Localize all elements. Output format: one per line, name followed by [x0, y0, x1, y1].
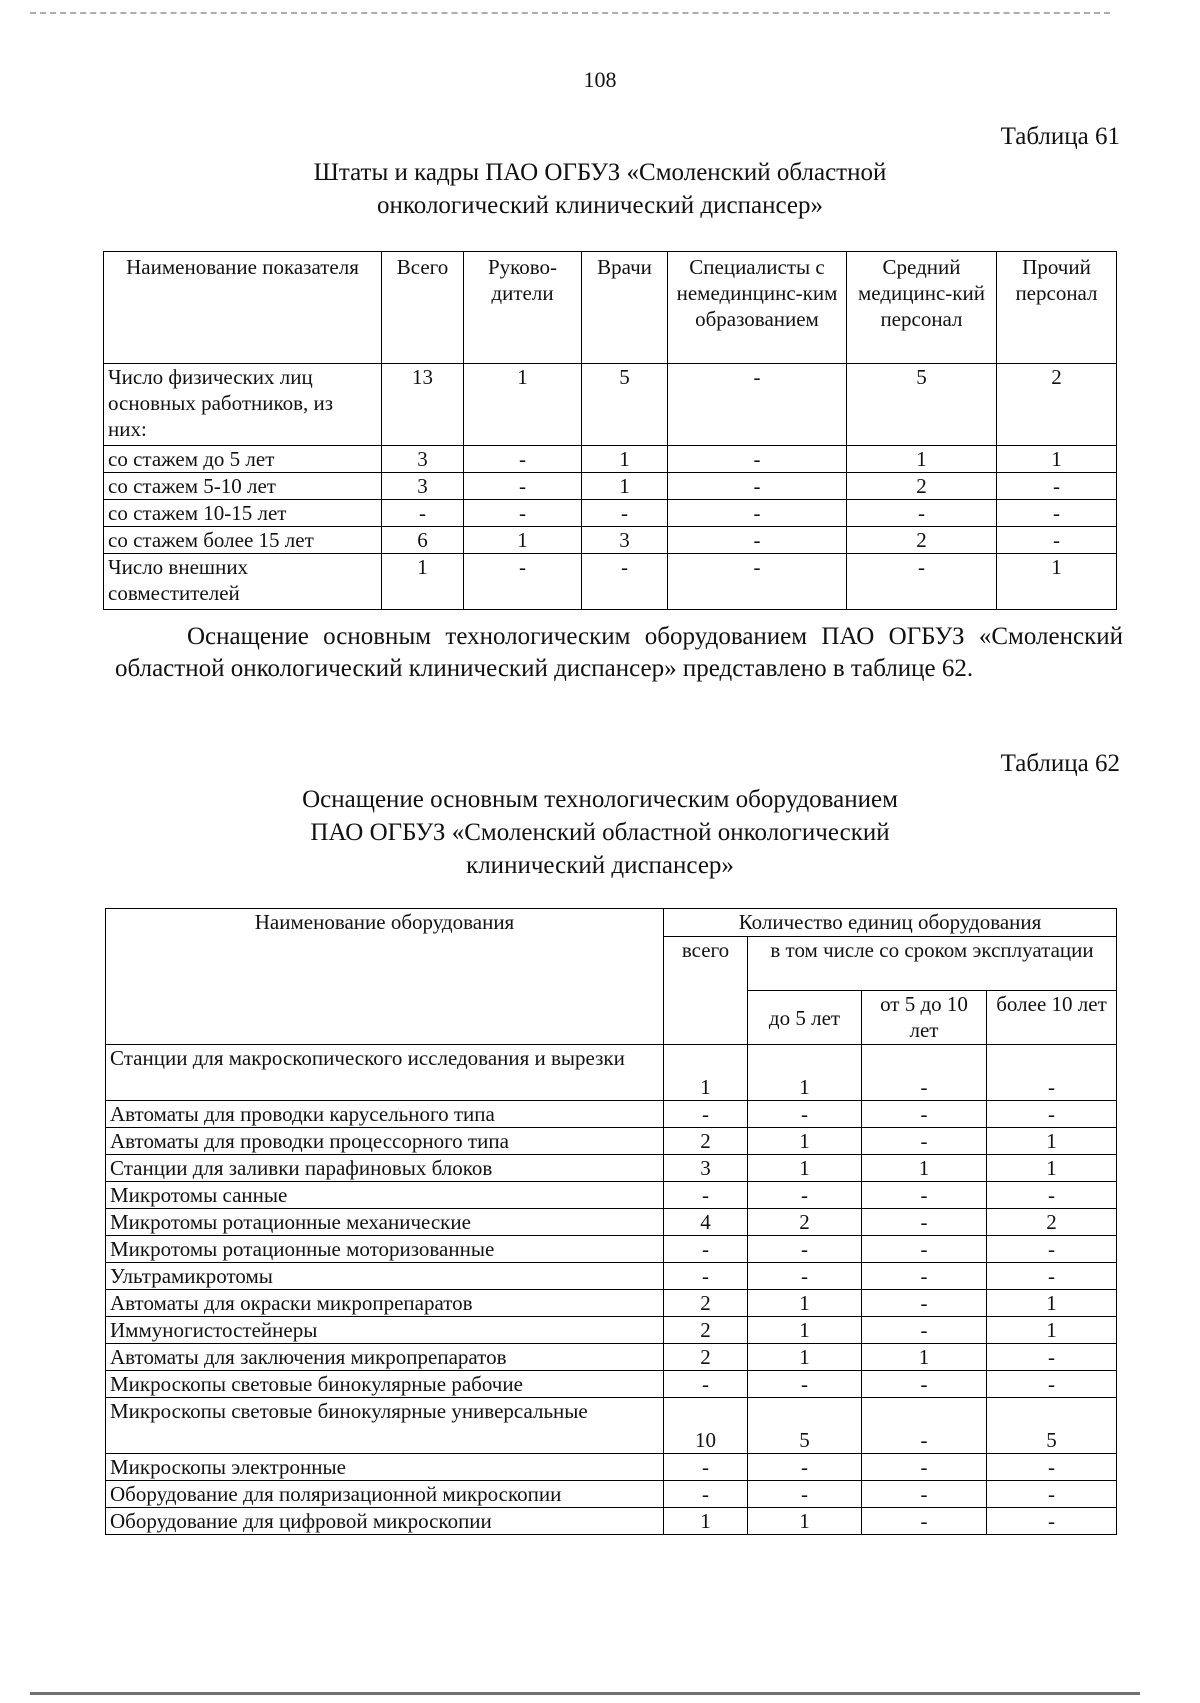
staff-cell: 1 [382, 554, 464, 610]
equip-header-quantity: Количество единиц оборудования [664, 909, 1117, 937]
equip-cell: 5 [987, 1398, 1117, 1454]
table-62-title-line2: ПАО ОГБУЗ «Смоленский областной онкологический [310, 819, 890, 846]
equip-cell: - [664, 1454, 748, 1481]
equip-cell-name: Микротомы санные [106, 1182, 664, 1209]
table-row [106, 1508, 1117, 1535]
staff-cell: 1 [464, 364, 582, 446]
staff-cell: - [847, 554, 997, 610]
staff-cell: - [668, 554, 847, 610]
equip-cell: - [862, 1236, 987, 1263]
equip-cell: 1 [987, 1317, 1117, 1344]
equip-cell: - [862, 1454, 987, 1481]
equip-cell: - [748, 1236, 862, 1263]
table-62-title [0, 783, 1200, 882]
table-row [104, 364, 1117, 446]
table-row [106, 1045, 1117, 1101]
equip-cell-name: Микроскопы электронные [106, 1454, 664, 1481]
staff-cell: - [997, 527, 1117, 554]
equip-cell: 2 [664, 1290, 748, 1317]
table-row [104, 473, 1117, 500]
equip-cell: - [862, 1101, 987, 1128]
equip-cell: 2 [664, 1128, 748, 1155]
equip-cell: 1 [748, 1128, 862, 1155]
table-61-title [0, 156, 1200, 222]
staff-cell: 5 [847, 364, 997, 446]
table-row [106, 1398, 1117, 1454]
equip-cell: 1 [862, 1155, 987, 1182]
equip-cell: 2 [748, 1209, 862, 1236]
staff-header-doctors: Врачи [582, 252, 668, 364]
staff-cell: - [668, 446, 847, 473]
table-row [106, 1263, 1117, 1290]
equip-cell: - [987, 1371, 1117, 1398]
equip-cell: 1 [748, 1045, 862, 1101]
equip-cell: - [748, 1371, 862, 1398]
staff-cell-name: со стажем до 5 лет [104, 446, 382, 473]
equip-cell: 1 [664, 1045, 748, 1101]
equip-cell: 1 [987, 1155, 1117, 1182]
staff-cell: - [464, 554, 582, 610]
equip-cell: - [748, 1263, 862, 1290]
page-number: 108 [583, 67, 617, 92]
staff-cell: - [997, 473, 1117, 500]
staff-table-header-row [104, 252, 1117, 364]
table-row [106, 1236, 1117, 1263]
staff-cell: 5 [582, 364, 668, 446]
table-62-title-line1: Оснащение основным технологическим оборудованием [302, 786, 898, 813]
equip-cell-name: Микроскопы световые бинокулярные рабочие [106, 1371, 664, 1398]
staff-cell: 3 [582, 527, 668, 554]
equip-cell: - [987, 1508, 1117, 1535]
table-row [106, 1481, 1117, 1508]
equip-cell: - [862, 1398, 987, 1454]
staff-cell: 2 [847, 527, 997, 554]
equip-cell: - [664, 1263, 748, 1290]
equip-header-over-10: более 10 лет [987, 991, 1117, 1045]
equip-cell: - [987, 1454, 1117, 1481]
equip-cell: 1 [748, 1317, 862, 1344]
equip-cell: 2 [664, 1317, 748, 1344]
staff-cell: 1 [464, 527, 582, 554]
staff-cell: - [382, 500, 464, 527]
equip-cell: - [987, 1101, 1117, 1128]
equipment-table [105, 908, 1117, 1535]
equip-cell: - [748, 1454, 862, 1481]
staff-cell: 1 [582, 446, 668, 473]
equip-cell: 1 [862, 1344, 987, 1371]
equip-cell: - [862, 1182, 987, 1209]
table-62-label: Таблица 62 [1000, 750, 1120, 777]
staff-header-nurses: Средний медицинс-кий персонал [847, 252, 997, 364]
equip-cell: 1 [664, 1508, 748, 1535]
equip-cell-name: Станции для заливки парафиновых блоков [106, 1155, 664, 1182]
equip-cell: - [862, 1263, 987, 1290]
equip-header-up-to-5: до 5 лет [748, 991, 862, 1045]
staff-cell: - [668, 364, 847, 446]
equip-cell-name: Ультрамикротомы [106, 1263, 664, 1290]
staff-cell: 2 [997, 364, 1117, 446]
equip-cell: - [862, 1481, 987, 1508]
staff-cell-name: со стажем 10-15 лет [104, 500, 382, 527]
table-row [106, 1128, 1117, 1155]
staff-cell: - [464, 500, 582, 527]
staff-header-specialists: Специалисты с немединцинс-ким образованием [668, 252, 847, 364]
equip-cell-name: Микротомы ротационные механические [106, 1209, 664, 1236]
equip-cell: - [987, 1182, 1117, 1209]
table-row [106, 1155, 1117, 1182]
table-row [106, 1317, 1117, 1344]
equip-cell: 1 [748, 1290, 862, 1317]
staff-cell: 2 [847, 473, 997, 500]
equip-cell: 2 [664, 1344, 748, 1371]
table-row [106, 1344, 1117, 1371]
table-61-title-line2: онкологический клинический диспансер» [377, 192, 823, 219]
staff-cell: 13 [382, 364, 464, 446]
equip-cell: - [664, 1101, 748, 1128]
equip-cell: - [987, 1045, 1117, 1101]
equip-cell: - [987, 1481, 1117, 1508]
table-row [106, 1101, 1117, 1128]
staff-cell: - [582, 500, 668, 527]
equip-cell: - [862, 1317, 987, 1344]
equip-cell-name: Автоматы для проводки карусельного типа [106, 1101, 664, 1128]
staff-cell: 1 [997, 554, 1117, 610]
equip-cell-name: Микротомы ротационные моторизованные [106, 1236, 664, 1263]
equip-cell: - [862, 1508, 987, 1535]
equip-cell: 5 [748, 1398, 862, 1454]
staff-header-other: Прочий персонал [997, 252, 1117, 364]
staff-cell: 6 [382, 527, 464, 554]
equip-header-total: всего [664, 937, 748, 1045]
staff-cell: - [847, 500, 997, 527]
equip-cell: - [862, 1290, 987, 1317]
equip-cell: 10 [664, 1398, 748, 1454]
staff-header-total: Всего [382, 252, 464, 364]
staff-cell-name: со стажем более 15 лет [104, 527, 382, 554]
staff-cell: - [668, 527, 847, 554]
staff-cell: - [668, 473, 847, 500]
equip-cell: - [664, 1236, 748, 1263]
table-row [104, 446, 1117, 473]
staff-cell: 3 [382, 473, 464, 500]
staff-cell: - [464, 473, 582, 500]
equip-header-name: Наименование оборудования [106, 909, 664, 1045]
staff-cell: 1 [997, 446, 1117, 473]
equip-cell: - [664, 1481, 748, 1508]
staff-header-name: Наименование показателя [104, 252, 382, 364]
table-row [106, 1454, 1117, 1481]
equip-cell: 3 [664, 1155, 748, 1182]
equip-cell: - [987, 1263, 1117, 1290]
equip-cell: - [862, 1209, 987, 1236]
equip-cell: 1 [987, 1290, 1117, 1317]
table-61-title-line1: Штаты и кадры ПАО ОГБУЗ «Смоленский областной [313, 159, 887, 186]
table-row [106, 1209, 1117, 1236]
staff-table [103, 251, 1117, 610]
equip-cell: - [987, 1344, 1117, 1371]
equip-header-5-to-10: от 5 до 10 лет [862, 991, 987, 1045]
equip-cell: - [862, 1045, 987, 1101]
staff-cell: - [582, 554, 668, 610]
equip-cell-name: Автоматы для проводки процессорного типа [106, 1128, 664, 1155]
equip-header-by-term: в том числе со сроком эксплуатации [748, 937, 1117, 991]
equip-cell: - [862, 1128, 987, 1155]
staff-cell: 1 [847, 446, 997, 473]
equip-cell: - [748, 1101, 862, 1128]
scan-artifact-top [30, 12, 1110, 14]
table-row [104, 500, 1117, 527]
equip-cell-name: Оборудование для поляризационной микроскопии [106, 1481, 664, 1508]
equip-cell: - [748, 1481, 862, 1508]
equip-cell-name: Оборудование для цифровой микроскопии [106, 1508, 664, 1535]
staff-cell: 1 [582, 473, 668, 500]
equip-cell: - [664, 1182, 748, 1209]
equip-cell: - [987, 1236, 1117, 1263]
equip-cell: - [748, 1182, 862, 1209]
equip-cell: 2 [987, 1209, 1117, 1236]
table-61-label: Таблица 61 [1000, 123, 1120, 150]
equip-cell: - [862, 1371, 987, 1398]
table-row [106, 1371, 1117, 1398]
staff-cell-name: со стажем 5-10 лет [104, 473, 382, 500]
table-62-title-line3: клинический диспансер» [466, 852, 734, 879]
equip-cell: 1 [748, 1508, 862, 1535]
equip-cell: - [664, 1371, 748, 1398]
staff-cell-name: Число внешних совместителей [104, 554, 382, 610]
staff-cell: 3 [382, 446, 464, 473]
table-row [106, 1182, 1117, 1209]
equipment-table-header-row [106, 909, 1117, 937]
equip-cell-name: Иммуногистостейнеры [106, 1317, 664, 1344]
table-row [104, 527, 1117, 554]
equip-cell: 1 [748, 1344, 862, 1371]
equip-cell: 4 [664, 1209, 748, 1236]
staff-cell: - [668, 500, 847, 527]
equip-cell-name: Микроскопы световые бинокулярные универсальные [106, 1398, 664, 1454]
table-row [104, 554, 1117, 610]
staff-cell-name: Число физических лиц основных работников, из них: [104, 364, 382, 446]
equip-cell-name: Автоматы для заключения микропрепаратов [106, 1344, 664, 1371]
staff-header-managers: Руково-дители [464, 252, 582, 364]
equip-cell-name: Автоматы для окраски микропрепаратов [106, 1290, 664, 1317]
staff-cell: - [997, 500, 1117, 527]
equip-cell: 1 [987, 1128, 1117, 1155]
scan-artifact-bottom [30, 1692, 1140, 1695]
table-row [106, 1290, 1117, 1317]
equip-cell: 1 [748, 1155, 862, 1182]
equip-cell-name: Станции для макроскопического исследования и вырезки [106, 1045, 664, 1101]
staff-cell: - [464, 446, 582, 473]
body-paragraph: Оснащение основным технологическим оборудованием ПАО ОГБУЗ «Смоленский областной онкологический клинический диспансер» представлено в таблице 62. [115, 623, 1123, 682]
